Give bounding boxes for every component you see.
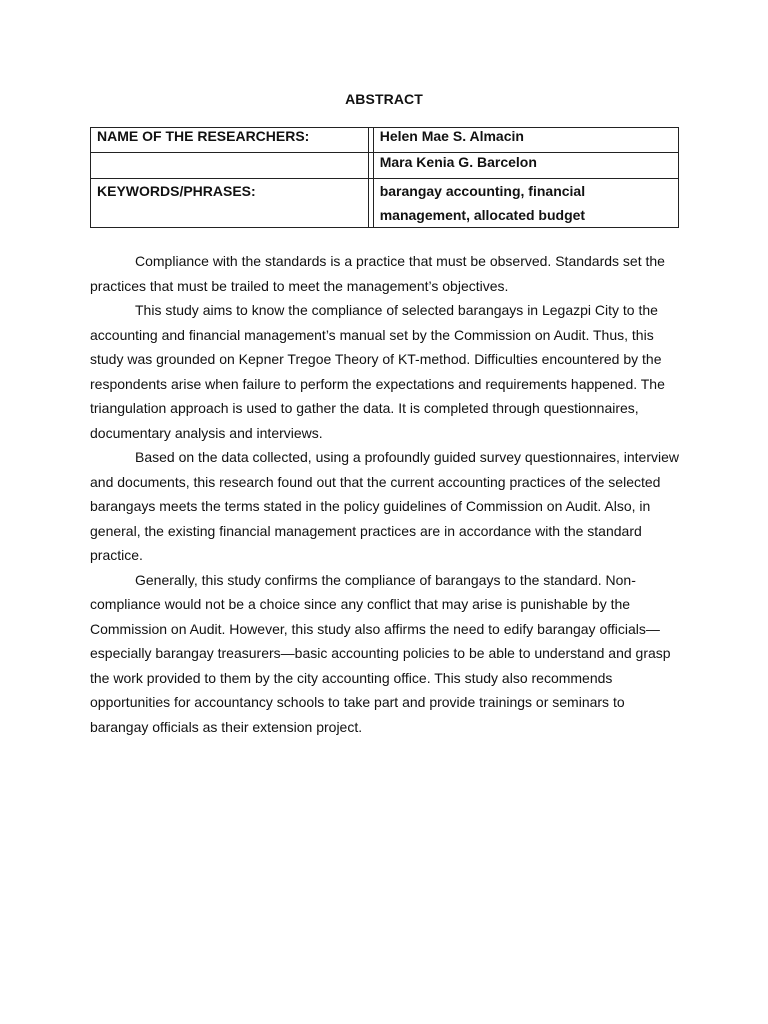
empty-label-cell <box>91 153 369 179</box>
abstract-paragraph-2: This study aims to know the compliance of selected barangays in Legazpi City to the accounting and financial management’s manual set by the Commission on Audit. Thus, this study was grounded on Kepner Tregoe Theory of KT-method. Difficulties encountered by the respondents arise when failure to perform the expectations and requirements happened. The triangulation approach is used to gather the data. It is completed through questionnaires, documentary analysis and interviews. <box>90 302 665 441</box>
abstract-paragraph-1: Compliance with the standards is a practice that must be observed. Standards set the practices that must be trailed to meet the management’s objectives. <box>90 253 665 294</box>
researcher-name-1: Helen Mae S. Almacin <box>373 128 678 153</box>
abstract-body <box>90 249 680 739</box>
researcher-info-table <box>90 127 679 228</box>
table-row <box>91 153 679 179</box>
keywords-label: KEYWORDS/PHRASES: <box>91 179 369 228</box>
researchers-label: NAME OF THE RESEARCHERS: <box>91 128 369 153</box>
table-row <box>91 128 679 153</box>
abstract-paragraph-4: Generally, this study confirms the compliance of barangays to the standard. Non-compliance would not be a choice since any conflict that may arise is punishable by the Commission on Audit. However, this study also affirms the need to edify barangay officials—especially barangay treasurers—basic accounting policies to be able to understand and grasp the work provided to them by the city accounting office. This study also recommends opportunities for accountancy schools to take part and provide trainings or seminars to barangay officials as their extension project. <box>90 571 671 735</box>
researcher-name-2: Mara Kenia G. Barcelon <box>373 153 678 179</box>
abstract-paragraph-3: Based on the data collected, using a profoundly guided survey questionnaires, interview and documents, this research found out that the current accounting practices of the selected barangays meets the terms stated in the policy guidelines of Commission on Audit. Also, in general, the existing financial management practices are in accordance with the standard practice. <box>90 449 680 563</box>
keywords-value: barangay accounting, financial management, allocated budget <box>373 179 678 228</box>
table-row <box>91 179 679 228</box>
abstract-title: ABSTRACT <box>345 91 423 107</box>
